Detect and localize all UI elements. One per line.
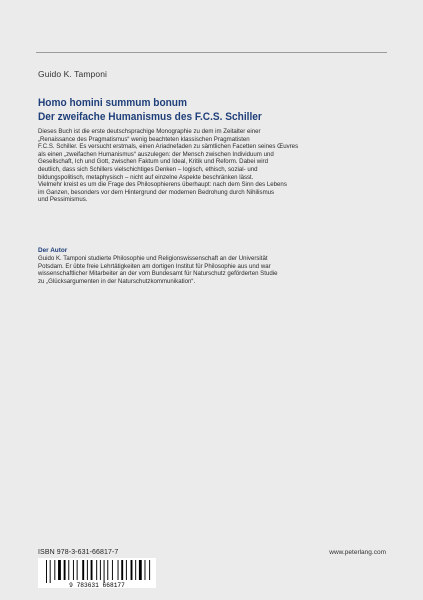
blurb-line: „Renaissance des Pragmatismus“ wenig beachteten klassischen Pragmatisten xyxy=(38,135,250,143)
barcode-digits: 9 783631 668177 xyxy=(69,582,125,588)
top-divider xyxy=(36,52,387,53)
blurb-line: deutlich, dass sich Schillers vielschichtiges Denken – logisch, ethisch, sozial- und xyxy=(38,165,258,173)
barcode-bar xyxy=(46,560,47,583)
isbn-label: ISBN 978-3-631-66817-7 xyxy=(38,549,119,556)
barcode-bar xyxy=(104,560,105,583)
title-line-2: Der zweifache Humanismus des F.C.S. Schiller xyxy=(38,111,262,123)
barcode-bar xyxy=(73,560,74,580)
barcode-bar xyxy=(107,560,108,580)
blurb-line: F.C.S. Schiller. Es versucht erstmals, einen Ariadnefaden zu sämtlichen Facetten seines Œuvres xyxy=(38,143,299,151)
about-line: Potsdam. Er übte freie Lehrtätigkeiten am dortigen Institut für Philosophie aus und war xyxy=(38,262,271,270)
isbn-barcode xyxy=(38,558,156,588)
barcode-bar xyxy=(100,560,101,580)
blurb xyxy=(38,128,393,204)
blurb-line: als einen „zweifachen Humanismus“ auszulegen: der Mensch zwischen Individuum und xyxy=(38,150,274,158)
barcode-bar xyxy=(64,560,66,580)
barcode-bar xyxy=(54,560,55,580)
barcode-bar xyxy=(118,560,119,580)
barcode-graphic xyxy=(38,558,156,588)
barcode-bar xyxy=(121,560,123,580)
barcode-bar xyxy=(139,560,142,580)
about-author-text xyxy=(38,255,393,285)
barcode-bar xyxy=(126,560,127,580)
book-title xyxy=(38,96,398,124)
blurb-line: im Ganzen, besonders vor dem Hintergrund der modernen Bedrohung durch Nihilismus xyxy=(38,188,275,196)
barcode-bar xyxy=(149,560,150,580)
barcode-bar xyxy=(96,560,97,580)
barcode-bar xyxy=(91,560,93,580)
barcode-bar xyxy=(58,560,61,580)
barcode-bar xyxy=(131,560,133,580)
barcode-bar xyxy=(135,560,136,580)
blurb-line: Dieses Buch ist die erste deutschsprachige Monographie zu dem im Zeitalter einer xyxy=(38,128,261,135)
barcode-bar xyxy=(68,560,69,580)
barcode-bar xyxy=(145,560,146,580)
blurb-line: und Pessimismus. xyxy=(38,196,88,204)
blurb-line: Gesellschaft, Ich und Gott, zwischen Faktum und Ideal, Kritik und Reform. Dabei wird xyxy=(38,158,268,166)
barcode-bar xyxy=(112,560,113,580)
about-line: wissenschaftlicher Mitarbeiter an der vom Bundesamt für Naturschutz geförderten Studie xyxy=(38,270,278,278)
about-author-heading: Der Autor xyxy=(38,247,68,254)
about-line: zu „Glücksargumenten in der Naturschutzkommunikation“. xyxy=(38,277,196,285)
barcode-bar xyxy=(87,560,88,580)
blurb-line: Vielmehr kreist es um die Frage des Philosophierens überhaupt: nach dem Sinn des Lebens xyxy=(38,181,287,189)
title-line-1: Homo homini summum bonum xyxy=(38,97,187,109)
author-name: Guido K. Tamponi xyxy=(38,69,108,79)
blurb-line: bildungspolitisch, metaphysisch – nicht auf einzelne Aspekte beschränken lässt. xyxy=(38,173,254,181)
about-line: Guido K. Tamponi studierte Philosophie und Religionswissenschaft an der Universität xyxy=(38,255,268,262)
barcode-bar xyxy=(77,560,78,580)
barcode-bar xyxy=(50,560,51,583)
publisher-website: www.peterlang.com xyxy=(329,549,386,556)
barcode-bar xyxy=(82,560,84,580)
